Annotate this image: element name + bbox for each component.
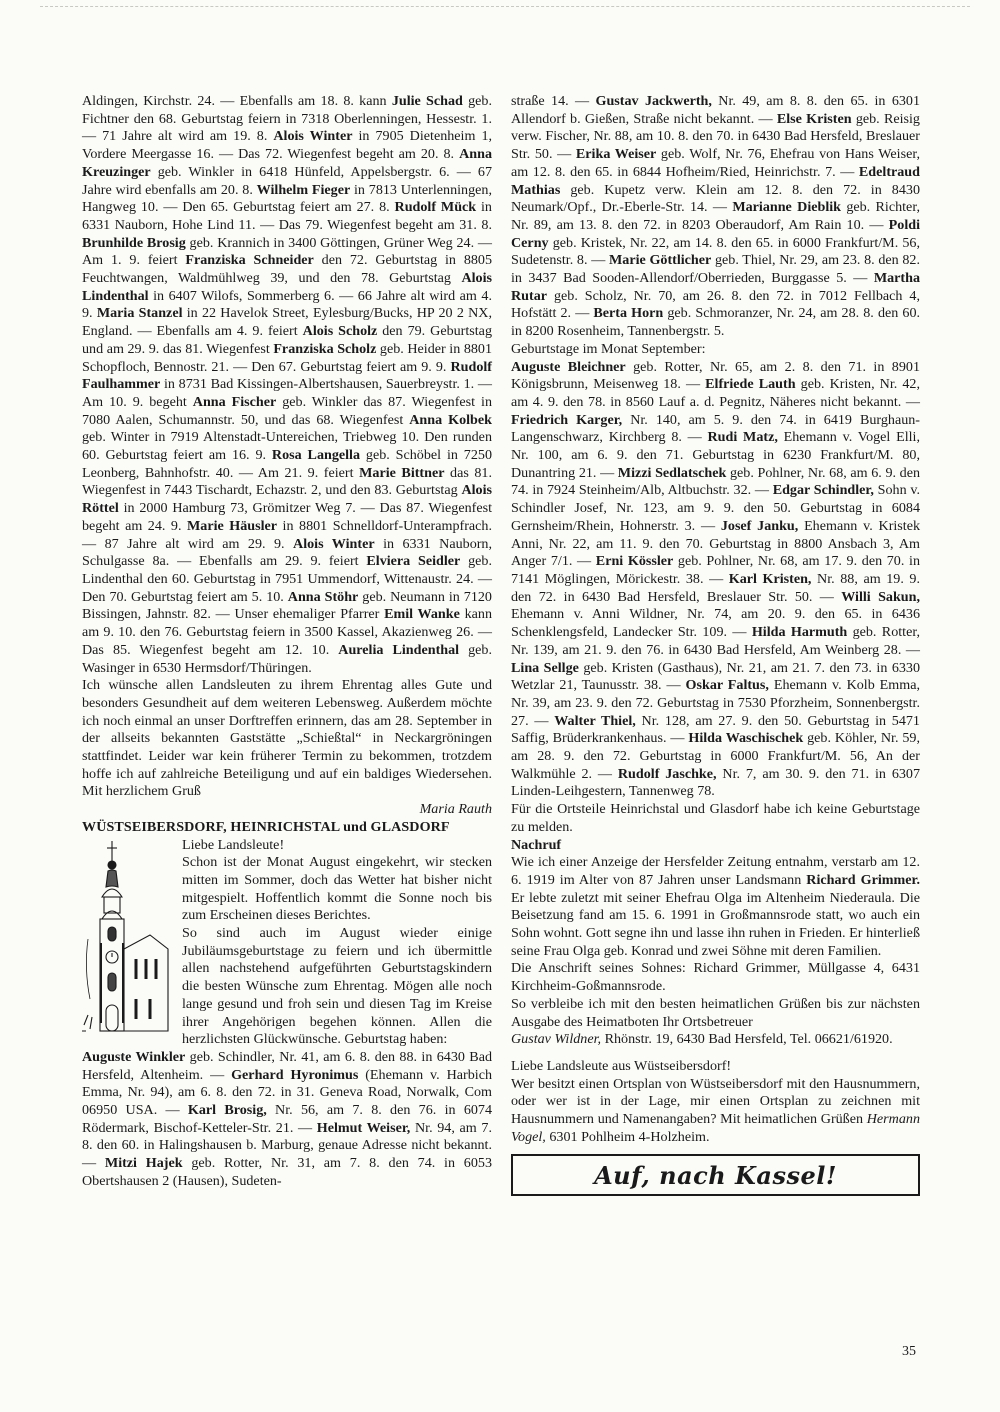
author-address (511, 1031, 920, 1049)
name-highlight: Hilda Waschischek (688, 730, 804, 747)
text-run: geb. Pohlner, Nr. 68, am 17. 9. den 70. in 7141 Möglingen, Mörickestr. 38. — (511, 553, 920, 587)
text-run: geb. Rotter, Nr. 139, am 21. 9. den 76. in 6430 Bad Hersfeld, Am Weinberg 28. — (511, 624, 920, 658)
farewell-paragraph: So verbleibe ich mit den besten heimatlichen Grüßen bis zur nächsten Ausgabe des Heimatboten Ihr Ortsbetreuer (511, 995, 920, 1030)
name-highlight: Berta Horn (593, 305, 664, 322)
name-highlight: Walter Thiel, (554, 712, 636, 729)
text-run: den 79. Geburtstag und am 29. 9. das 81. Wiegenfest (82, 323, 492, 357)
name-highlight: Erika Weiser (575, 146, 657, 163)
text-run: kann am 9. 10. den 76. Geburtstag feiern in 3500 Kassel, Akazienweg 26. — Das 85. Wiegenfest begeht am 12. 10. (82, 606, 492, 658)
text-run: geb. Kristen, Nr. 42, am 4. 9. den 78. in 8560 Lauf a. d. Pegnitz, Näheres nicht bekannt. — (511, 376, 920, 410)
text-run: in 6331 Nauborn, Schulgasse 8a. — Ebenfalls am 29. 9. feiert (82, 535, 492, 570)
text-run: Nr. 128, am 27. 9. den 50. Geburtstag in 5471 Saffig, Brüderkrankenhaus. — (511, 712, 920, 747)
name-highlight: Karl Brosig, (187, 1102, 267, 1119)
text-run: in 22 Havelok Street, Eylesburg/Bucks, HP 20 2 NX, England. — Ebenfalls am 4. 9. feiert (82, 305, 493, 340)
name-highlight: Auguste Winkler (82, 1048, 186, 1065)
birthday-paragraph-1 (82, 93, 492, 677)
text-run: in 6407 Wilofs, Sommerberg 6. — 66 Jahre alt wird am 4. 9. (82, 287, 492, 322)
text-run: 6301 Pohlheim 4-Holzheim. (545, 1128, 710, 1145)
name-highlight: Josef Janku, (720, 517, 799, 534)
name-highlight: Auguste Bleichner (511, 358, 626, 375)
scan-edge-line (40, 6, 970, 8)
text-run: in 7905 Dietenheim 1, Vordere Meergasse 16. — Das 72. Wiegenfest begeht am 20. 8. (82, 128, 493, 163)
text-run: Wie ich einer Anzeige der Hersfelder Zeitung entnahm, verstarb am 12. 6. 1919 im Alter von 87 Jahren unser Landsmann (511, 854, 920, 888)
name-highlight: Wilhelm Fieger (256, 181, 351, 198)
name-highlight: Brunhilde Brosig (82, 234, 186, 251)
right-column (511, 93, 920, 1196)
name-highlight: Elviera Seidler (366, 553, 461, 570)
text-run: Sohn v. Schindler Josef, Nr. 123, am 9. 9. den 50. Geburtstag in 6084 Gernsheim/Rhein, Hohnerstr. 3. — (511, 482, 920, 534)
son-address: Die Anschrift seines Sohnes: Richard Grimmer, Müllgasse 4, 6431 Kirchheim-Goßmannsrode. (511, 960, 920, 995)
name-highlight: Rosa Langella (271, 447, 361, 464)
text-run: geb. Richter, Nr. 89, am 13. 8. den 72. in 8203 Oberaudorf, Am Rain 10. — (511, 199, 920, 233)
text-run: in 7813 Unterlenningen, Hangweg 10. — Den 65. Geburtstag feiert am 27. 8. (82, 181, 492, 216)
text-run: geb. Reisig verw. Fischer, Nr. 88, am 10. 8. den 70. in 6430 Bad Hersfeld, Breslauer Str. 50. — (511, 110, 920, 163)
name-highlight: Rudi Matz, (707, 429, 778, 446)
text-run: Wer besitzt einen Ortsplan von Wüstseibersdorf mit den Hausnummern, oder wer ist in der Lage, mir einen Ortsplan zu zeichnen mit Hausnummern und Namenangaben? Mit heimatlichen Grüßen (511, 1075, 920, 1128)
september-birthdays (511, 359, 920, 802)
text-run: Nr. 140, am 5. 9. den 74. in 6419 Burghaun-Langenschwarz, Kirchberg 8. — (511, 411, 921, 446)
text-run: geb. Köhler, Nr. 59, am 28. 9. den 72. Geburtstag in 6000 Frankfurt/M. 56, An der Walkmühle 2. — (511, 730, 921, 782)
text-run: geb. Winkler in 6418 Hünfeld, Appelsbergstr. 6. — 67 Jahre wird ebenfalls am 20. 8. (82, 163, 492, 198)
name-highlight: Marie Göttlicher (608, 252, 712, 269)
text-run: geb. Schmoranzer, Nr. 24, am 28. 8. den 60. in 8200 Rosenheim, Tannenbergstr. 5. (511, 305, 921, 340)
wishes-paragraph: So sind auch im August wieder einige Jubiläumsgeburtstage zu feiern und ich übermittle allen nachstehend aufgeführten Geburtstagskindern die besten Wünsche zum Ehrentag. Mögen alle noch lange gesund und froh sein und diesen Tag im Kreise ihrer Angehörigen begehen können. Allen die herzlichsten Glückwünsche. Geburtstag haben: (182, 925, 492, 1048)
banner-text: Auf, nach Kassel! (594, 1160, 837, 1190)
name-highlight: Elfriede Lauth (705, 376, 796, 393)
intro-paragraph: Schon ist der Monat August eingekehrt, wir stecken mitten im Sommer, doch das Wetter hat bisher nicht mitgespielt. Hoffentlich kommt die Sonne noch bis zum Erscheinen dieses Berichtes. (182, 854, 492, 924)
text-run: geb. Kupetz verw. Klein am 12. 8. den 72. in 8430 Neumark/Opf., Dr.-Eberle-Str. 14. — (511, 181, 920, 216)
name-highlight: Richard Grimmer. (806, 871, 920, 888)
name-highlight: Alois Lindenthal (82, 270, 492, 304)
text-run: Nr. 49, am 8. 8. den 65. in 6301 Allendorf b. Gießen, Straße nicht bekannt. — (511, 93, 921, 127)
appeal-greeting: Liebe Landsleute aus Wüstseibersdorf! (511, 1057, 732, 1074)
name-highlight: Maria Stanzel (96, 305, 183, 322)
name-highlight: Edeltraud Mathias (511, 163, 920, 198)
name-highlight: Mitzi Hajek (104, 1155, 183, 1172)
name-highlight: Oskar Faltus, (685, 677, 769, 694)
signature-maria-rauth: Maria Rauth (419, 801, 492, 818)
text-run: Ehemann v. Vogel Elli, Nr. 100, am 6. 9. den 71. Geburtstag in 6230 Frankfurt/M. 80, Dunantring 21. — (511, 429, 920, 481)
text-run: in 8801 Schnelldorf-Unterampfrach. — 87 Jahre alt wird am 29. 9. (82, 517, 492, 552)
text-run: geb. Kristek, Nr. 22, am 14. 8. den 65. in 6000 Frankfurt/M. 56, Sudetenstr. 8. — (511, 234, 920, 269)
name-highlight: Alois Röttel (82, 482, 492, 517)
text-run: in 2000 Hamburg 73, Grömitzer Weg 7. — Das 87. Wiegenfest begeht am 24. 9. (82, 500, 492, 534)
text-run: geb. Lindenthal den 60. Geburtstag in 7951 Ummendorf, Wittenaustr. 24. — Den 70. Geburtstag feiert am 5. 10. (82, 553, 492, 605)
text-run: geb. Scholz, Nr. 70, am 26. 8. den 72. in 7012 Fellbach 4, Hofstätt 2. — (511, 287, 920, 322)
name-highlight: Aurelia Lindenthal (338, 641, 460, 658)
text-run: Nr. 94, am 7. 8. den 60. in Halingshausen b. Marburg, genaue Adresse nicht bekannt. — (82, 1119, 492, 1172)
name-highlight: Anna Kolbek (409, 411, 492, 428)
name-highlight: Erni Kössler (595, 553, 674, 570)
text-run: geb. Schöbel in 7250 Leonberg, Bahnhofstr. 40. — Am 21. 9. feiert (82, 447, 492, 481)
text-run: Hermann Vogel, (511, 1111, 920, 1145)
nachruf-heading: Nachruf (511, 836, 562, 853)
text-run: (Ehemann v. Harbich Emma, Nr. 94), am 6. 8. den 72. in 31. Geneva Road, Norwalk, Com 06950 USA. — (82, 1066, 492, 1119)
name-highlight: Friedrich Karger, (511, 411, 623, 428)
kassel-banner (511, 1154, 920, 1196)
name-highlight: Mizzi Sedlatschek (617, 464, 727, 481)
name-highlight: Alois Winter (273, 128, 353, 145)
text-run: den 72. Geburtstag in 8805 Feuchtwangen, Waldmühlweg 39, und den 78. Geburtstag (82, 252, 493, 287)
nachruf-paragraph (511, 854, 920, 960)
name-highlight: Marianne Dieblik (732, 199, 841, 216)
name-highlight: Else Kristen (776, 110, 852, 127)
name-highlight: Hilda Harmuth (751, 624, 848, 641)
name-highlight: Marie Bittner (359, 464, 445, 481)
text-run: geb. Winter in 7919 Altenstadt-Untereichen, Triebweg 10. Den runden 60. Geburtstag feiert am 16. 9. (82, 429, 492, 464)
closing-paragraph: Ich wünsche allen Landsleuten zu ihrem Ehrentag alles Gute und besonders Gesundheit auf dem weiteren Lebensweg. Außerdem möchte ich noch einmal an unser Dorftreffen erinnern, das am 28. September in der allseits bekannten Gaststätte „Schießtal“ in Neckargröningen stattfindet. Leider war kein früherer Termin zu bekommen, trotzdem hoffe ich auf zahlreiche Beteiligung und auf ein baldiges Wiedersehen. Mit herzlichem Gruß (82, 677, 492, 800)
name-highlight: Franziska Scholz (273, 340, 377, 357)
name-highlight: Poldi Cerny (511, 216, 920, 251)
text-run: Nr. 56, am 7. 8. den 76. in 6074 Rödermark, Bischof-Ketteler-Str. 21. — (82, 1102, 493, 1136)
text-run: geb. Krannich in 3400 Göttingen, Grüner Weg 24. — Am 1. 9. feiert (82, 234, 492, 269)
name-highlight: Marie Häusler (187, 517, 278, 534)
name-highlight: Willi Sakun, (841, 588, 920, 605)
text-run: Nr. 88, am 19. 9. den 72. in 6430 Bad Hersfeld, Breslauer Str. 50. — (511, 570, 921, 605)
name-highlight: Lina Sellge (511, 659, 579, 676)
text-run: geb. Thiel, Nr. 29, am 23. 8. den 82. in 3437 Bad Sooden-Allendorf/Oberrieden, Burggasse 5. — (511, 252, 921, 287)
left-column (82, 93, 492, 1191)
name-highlight: Helmut Weiser, (316, 1119, 411, 1136)
name-highlight: Alois Scholz (302, 323, 378, 340)
text-run: in 6331 Nauborn, Hohe Lind 11. — Das 79. Wiegenfest begeht am 31. 8. (82, 199, 492, 233)
name-highlight: Anna Stöhr (287, 588, 359, 605)
text-run: geb. Rotter, Nr. 65, am 2. 8. den 71. in 8901 Königsbrunn, Meisenweg 18. — (511, 358, 920, 393)
text-run: geb. Neumann in 7120 Bissingen, Jahnstr. 82. — Unser ehemaliger Pfarrer (82, 588, 492, 623)
greeting: Liebe Landsleute! (182, 836, 285, 853)
text-run: straße 14. — (511, 93, 596, 109)
name-highlight: Rudolf Faulhammer (82, 358, 492, 393)
name-highlight: Martha Rutar (511, 270, 920, 304)
text-run: Ehemann v. Anni Wildner, Nr. 74, am 20. 9. den 65. in 6436 Schenklengsfeld, Landecker Str. 109. — (511, 606, 920, 641)
name-highlight: Franziska Schneider (185, 252, 314, 269)
name-highlight: Gustav Jackwerth, (595, 93, 712, 109)
text-run: Ehemann v. Kristek Anni, Nr. 22, am 11. 9. den 70. Geburtstag in 8800 Ansbach 3, Am Anger 7/1. — (511, 517, 921, 570)
name-highlight: Gerhard Hyronimus (231, 1066, 359, 1083)
text-run: geb. Fichtner den 68. Geburtstag feiern in 7318 Oberlenningen, Hessestr. 1. — 71 Jahre alt wird am 19. 8. (82, 93, 492, 145)
name-highlight: Edgar Schindler, (772, 482, 874, 499)
text-run: Nr. 7, am 30. 9. den 71. in 6307 Linden-Leihgestern, Tannenweg 78. (511, 765, 921, 800)
text-run: Gustav Wildner, (511, 1031, 602, 1048)
text-run: geb. Winkler das 87. Wiegenfest in 7080 Aalen, Schumannstr. 50, und das 68. Wiegenfest (82, 393, 492, 428)
appeal-paragraph (511, 1076, 920, 1147)
text-run: Ehemann v. Kolb Emma, Nr. 39, am 23. 9. den 72. Geburtstag in 7530 Pforzheim, Sonnenbergstr. 27. — (511, 677, 920, 729)
text-run: geb. Schindler, Nr. 41, am 6. 8. den 88. in 6430 Bad Hersfeld, Altenheim. — (82, 1048, 492, 1083)
text-run: in 8731 Bad Kissingen-Albertshausen, Sauerbreystr. 1. — Am 10. 9. begeht (82, 376, 492, 410)
name-highlight: Rudolf Mück (394, 199, 477, 216)
august-birthdays-cont (511, 93, 920, 341)
august-birthdays (82, 1049, 492, 1191)
text-run: geb. Wasinger in 6530 Hermsdorf/Thüringen. (82, 641, 493, 676)
text-run: Aldingen, Kirchstr. 24. — Ebenfalls am 18. 8. kann (82, 93, 392, 109)
text-run: Er lebte zuletzt mit seiner Ehefrau Olga im Altenheim Niederaula. Die Beisetzung fand am 15. 6. 1991 in Großmannsrode statt, wo auch ein Sohn wohnt. Gott segne ihn und lasse ihn ruhen in Frieden. Er hinterließ seine Frau Olga geb. Konrad und zwei Söhne mit deren Familien. (511, 889, 920, 959)
september-heading: Geburtstage im Monat September: (511, 340, 706, 357)
text-run: das 81. Wiegenfest in 7443 Tischardt, Echazstr. 2, und den 83. Geburtstag (82, 464, 493, 499)
text-run: geb. Wolf, Nr. 76, Ehefrau von Hans Weiser, am 12. 8. den 65. in 6844 Hofheim/Ried, Heinrichstr. 7. — (511, 146, 920, 180)
name-highlight: Emil Wanke (384, 606, 460, 623)
text-run: geb. Rotter, Nr. 31, am 7. 8. den 74. in 6053 Obertshausen 2 (Hausen), Sudeten- (82, 1155, 492, 1189)
text-run: geb. Kristen (Gasthaus), Nr. 21, am 21. 7. den 73. in 6330 Wetzlar 21, Taunusstr. 38. — (511, 659, 921, 694)
name-highlight: Anna Kreuzinger (82, 146, 492, 180)
name-highlight: Julie Schad (391, 93, 463, 109)
text-run: Rhönstr. 19, 6430 Bad Hersfeld, Tel. 06621/61920. (601, 1031, 893, 1048)
name-highlight: Anna Fischer (192, 393, 277, 410)
name-highlight: Rudolf Jaschke, (617, 765, 717, 782)
name-highlight: Alois Winter (293, 535, 375, 552)
section-heading: WÜSTSEIBERSDORF, HEINRICHSTAL und GLASDORF (82, 818, 450, 835)
page-number: 35 (902, 1344, 916, 1359)
no-birthdays-note: Für die Ortsteile Heinrichstal und Glasdorf habe ich keine Geburtstage zu melden. (511, 801, 920, 835)
church-tower-icon (80, 839, 176, 1035)
text-run: geb. Pohlner, Nr. 68, am 6. 9. den 74. in 7924 Steinheim/Alb, Altbuchstr. 32. — (511, 464, 920, 499)
text-run: geb. Heider in 8801 Schopfloch, Bennostr. 21. — Den 67. Geburtstag feiert am 9. 9. (82, 340, 493, 375)
name-highlight: Karl Kristen, (728, 570, 812, 587)
